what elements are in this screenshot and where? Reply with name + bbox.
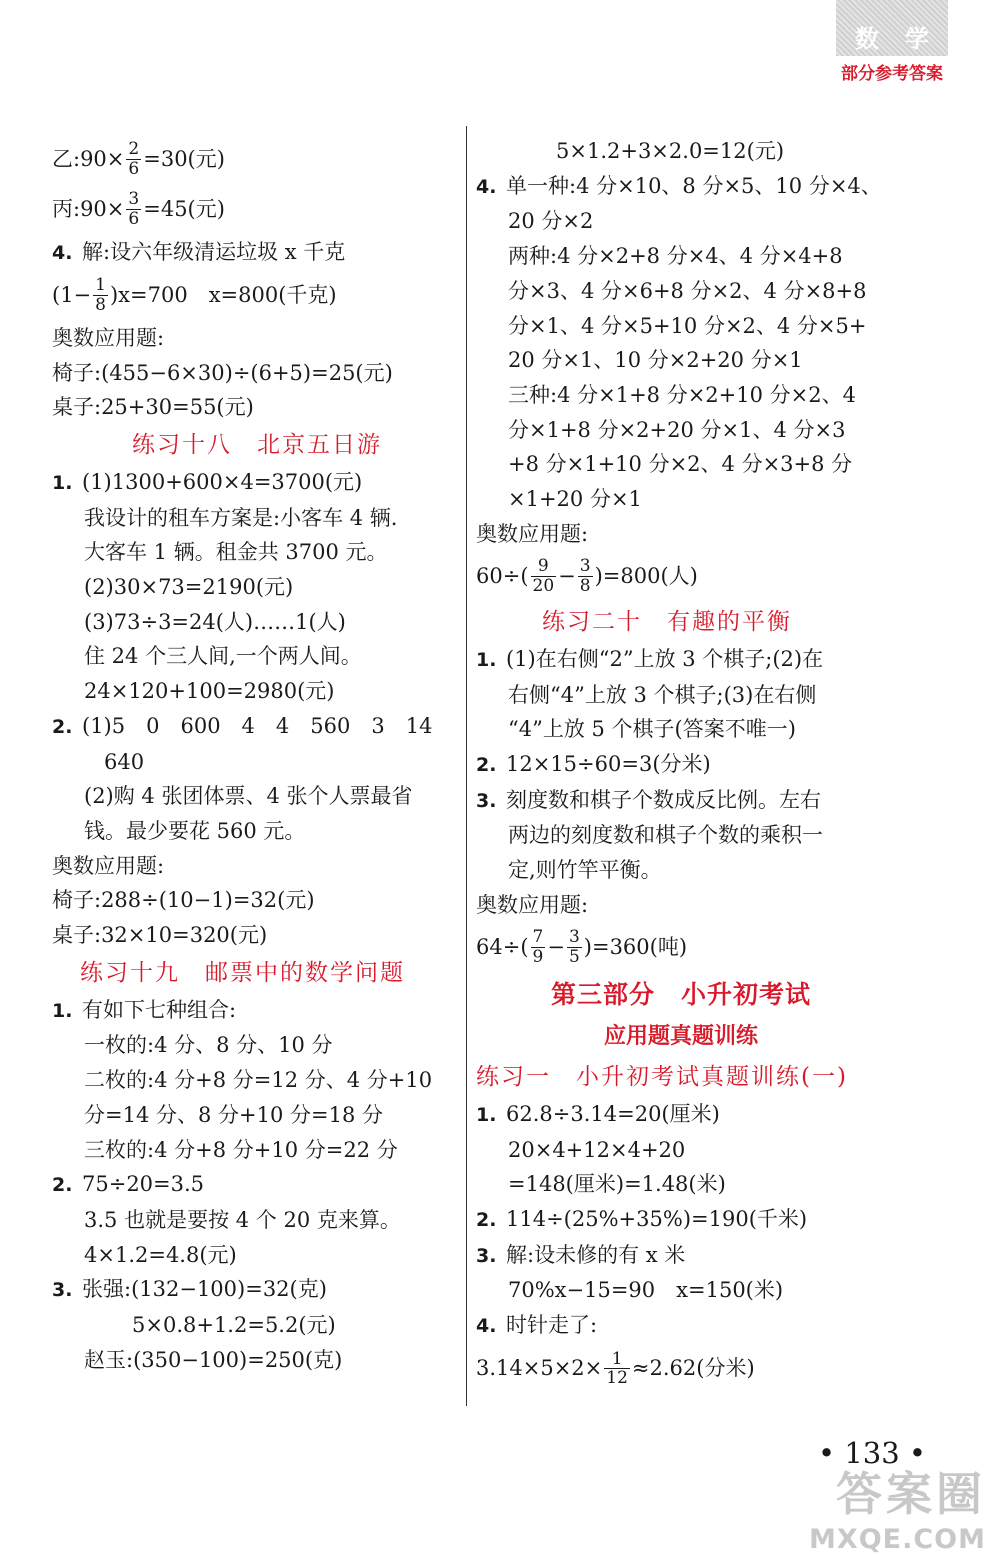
- answer-line: 奥数应用题:: [52, 853, 165, 878]
- answer-line: 桌子:25+30=55(元): [52, 395, 254, 420]
- answer-line: [476, 642, 886, 678]
- denominator: 9: [532, 947, 544, 968]
- text: 3.14×5×2×: [476, 1356, 603, 1381]
- numerator: 1: [611, 1348, 623, 1369]
- fraction: [578, 557, 593, 595]
- exercise-heading: 练习十九 邮票中的数学问题: [80, 959, 405, 986]
- answer-line: 4×1.2=4.8(元): [84, 1242, 237, 1267]
- answer-line: [476, 1097, 886, 1133]
- denominator: 12: [606, 1368, 628, 1389]
- answer-line: 3.5 也就是要按 4 个 20 克来算。: [84, 1208, 401, 1232]
- fraction: [531, 557, 557, 595]
- answer-line: [476, 922, 886, 972]
- exercise-heading: 练习二十 有趣的平衡: [542, 608, 792, 635]
- answer-line: 二枚的:4 分+8 分=12 分、4 分+10: [84, 1068, 433, 1093]
- answer-line: 24×120+100=2980(元): [84, 679, 335, 704]
- answer-line: 奥数应用题:: [476, 892, 589, 917]
- text: (1)在右侧“2”上放 3 个棋子;(2)在: [506, 646, 824, 671]
- part-title: 第三部分 小升初考试: [550, 979, 811, 1009]
- answer-line: (2)30×73=2190(元): [84, 575, 294, 600]
- answer-line: 定,则竹竿平衡。: [508, 858, 662, 883]
- answer-line: 5×1.2+3×2.0=12(元): [556, 139, 785, 163]
- text: (1−: [52, 283, 92, 308]
- section-subtitle: 应用题真题训练: [603, 1023, 758, 1049]
- exercise-heading: 练习一 小升初考试真题训练(一): [476, 1063, 848, 1090]
- fraction: [531, 928, 546, 966]
- answer-line: [52, 465, 460, 501]
- question-number: 2.: [476, 1208, 497, 1231]
- question-number: 4.: [476, 175, 497, 198]
- answer-line: 20×4+12×4+20: [508, 1137, 686, 1162]
- answer-line: 70%x−15=90 x=150(米): [508, 1278, 784, 1303]
- question-number: 1.: [52, 471, 73, 494]
- text: −: [558, 564, 576, 589]
- numerator: 2: [128, 139, 140, 159]
- answer-line: 椅子:288÷(10−1)=32(元): [52, 888, 315, 913]
- watermark-logo-text: 答案圈: [836, 1467, 986, 1521]
- answer-line: [476, 1308, 886, 1344]
- answer-line: 20 分×1、10 分×2+20 分×1: [508, 348, 803, 373]
- text: =45(元): [143, 197, 225, 222]
- answer-line: [476, 1238, 886, 1274]
- question-number: 4.: [52, 241, 73, 264]
- subject-label: [836, 0, 948, 56]
- subject-char: 数: [855, 25, 879, 53]
- answer-line: 分×1、4 分×5+10 分×2、4 分×5+: [508, 313, 867, 338]
- answer-line: [52, 235, 460, 271]
- text: 114÷(25%+35%)=190(千米): [506, 1206, 808, 1231]
- answer-line: [52, 993, 460, 1029]
- answer-line: 大客车 1 辆。租金共 3700 元。: [84, 540, 388, 565]
- answer-line: 20 分×2: [508, 209, 594, 234]
- denominator: 5: [568, 947, 580, 968]
- answer-line: 5×0.8+1.2=5.2(元): [132, 1313, 336, 1338]
- numerator: 3: [579, 556, 591, 577]
- answer-line: 640: [104, 749, 145, 774]
- text: ≈2.62(分米): [631, 1356, 755, 1381]
- answer-line: 三枚的:4 分+8 分+10 分=22 分: [84, 1137, 398, 1162]
- answer-line: [52, 184, 460, 234]
- answer-line: 奥数应用题:: [52, 325, 165, 350]
- text: −: [547, 935, 565, 960]
- question-number: 1.: [52, 999, 73, 1022]
- answer-line: [476, 783, 886, 819]
- answer-line: 椅子:(455−6×30)÷(6+5)=25(元): [52, 360, 393, 385]
- answer-line: [52, 1167, 460, 1203]
- question-number: 1.: [476, 1103, 497, 1126]
- denominator: 6: [128, 209, 140, 230]
- numerator: 3: [568, 927, 580, 948]
- question-number: 2.: [476, 753, 497, 776]
- denominator: 20: [532, 576, 555, 597]
- numerator: 9: [537, 556, 549, 577]
- answer-line: [52, 709, 460, 745]
- denominator: 8: [579, 576, 591, 597]
- question-number: 3.: [476, 1244, 497, 1267]
- answer-line: ×1+20 分×1: [508, 487, 642, 512]
- question-number: 4.: [476, 1315, 497, 1338]
- answer-line: 两边的刻度数和棋子个数的乘积一: [508, 823, 823, 848]
- answer-line: 赵玉:(350−100)=250(克): [84, 1347, 343, 1372]
- answer-line: 我设计的租车方案是:小客车 4 辆.: [84, 505, 398, 530]
- numerator: 7: [532, 927, 544, 948]
- answer-line: 分×3、4 分×6+8 分×2、4 分×8+8: [508, 278, 867, 303]
- answer-line: 住 24 个三人间,一个两人间。: [84, 644, 362, 669]
- denominator: 8: [95, 295, 106, 316]
- question-number: 3.: [52, 1279, 73, 1302]
- text: 解:设六年级清运垃圾 x 千克: [82, 239, 346, 264]
- text: 张强:(132−100)=32(克): [82, 1277, 327, 1302]
- answer-line: (3)73÷3=24(人)……1(人): [84, 609, 346, 634]
- answer-line: 钱。最少要花 560 元。: [84, 818, 306, 843]
- text: )x=700 x=800(千克): [109, 283, 337, 308]
- answer-line: [476, 747, 886, 783]
- subject-corner-tab: [836, 0, 948, 84]
- text: 刻度数和棋子个数成反比例。左右: [506, 787, 821, 812]
- text: =30(元): [143, 146, 225, 171]
- left-column: [52, 134, 460, 1378]
- text: 单一种:4 分×10、8 分×5、10 分×4、: [506, 173, 882, 198]
- answer-line: 奥数应用题:: [476, 521, 589, 546]
- text: 丙:90×: [52, 197, 125, 222]
- text: 解:设未修的有 x 米: [506, 1242, 686, 1267]
- answer-line: (2)购 4 张团体票、4 张个人票最省: [84, 784, 413, 809]
- fraction: [567, 928, 582, 966]
- answer-line: 分=14 分、8 分+10 分=18 分: [84, 1102, 384, 1127]
- answer-line: [52, 270, 460, 320]
- text: 时针走了:: [506, 1313, 598, 1338]
- text: 75÷20=3.5: [82, 1172, 205, 1197]
- answer-line: 两种:4 分×2+8 分×4、4 分×4+8: [508, 244, 843, 269]
- subject-char: 学: [905, 25, 929, 53]
- question-number: 2.: [52, 1174, 73, 1197]
- text: 64÷(: [476, 935, 529, 960]
- exercise-heading: 练习十八 北京五日游: [132, 431, 382, 458]
- answer-line: 分×1+8 分×2+20 分×1、4 分×3: [508, 417, 846, 442]
- question-number: 1.: [476, 648, 497, 671]
- site-watermark: [809, 1458, 986, 1555]
- answer-line: [52, 1272, 460, 1308]
- watermark-url: MXQE.COM: [809, 1524, 986, 1555]
- answer-line: +8 分×1+10 分×2、4 分×3+8 分: [508, 452, 853, 477]
- column-divider: [466, 126, 467, 1406]
- right-column: [476, 134, 886, 1394]
- question-number: 2.: [52, 715, 73, 738]
- text: )=800(人): [594, 564, 698, 589]
- numerator: 3: [128, 189, 140, 210]
- denominator: 6: [128, 158, 140, 179]
- section-caption: 部分参考答案: [841, 64, 943, 84]
- text: 62.8÷3.14=20(厘米): [506, 1101, 720, 1126]
- answer-line: [476, 551, 886, 601]
- text: 乙:90×: [52, 146, 125, 171]
- fraction: [126, 140, 141, 178]
- text: 有如下七种组合:: [82, 997, 237, 1022]
- text: )=360(吨): [583, 935, 688, 960]
- text: (1)5 0 600 4 4 560 3 14: [82, 713, 433, 738]
- answer-line: [476, 1344, 886, 1394]
- fraction: [126, 190, 141, 228]
- text: 60÷(: [476, 564, 529, 589]
- page-number: • 133 •: [818, 1436, 926, 1470]
- answer-line: [52, 134, 460, 184]
- answer-line: 三种:4 分×1+8 分×2+10 分×2、4: [508, 382, 856, 407]
- question-number: 3.: [476, 789, 497, 812]
- answer-line: [476, 1202, 886, 1238]
- answer-line: =148(厘米)=1.48(米): [508, 1172, 726, 1197]
- answer-line: 桌子:32×10=320(元): [52, 923, 268, 948]
- text: (1)1300+600×4=3700(元): [82, 469, 363, 494]
- numerator: 1: [95, 275, 106, 296]
- fraction: [93, 276, 108, 314]
- fraction: [604, 1350, 630, 1388]
- answer-line: 一枚的:4 分、8 分、10 分: [84, 1033, 333, 1058]
- answer-line: “4”上放 5 个棋子(答案不唯一): [508, 717, 796, 742]
- answer-line: [476, 169, 886, 205]
- text: 12×15÷60=3(分米): [506, 751, 711, 776]
- answer-line: 右侧“4”上放 3 个棋子;(3)在右侧: [508, 682, 817, 707]
